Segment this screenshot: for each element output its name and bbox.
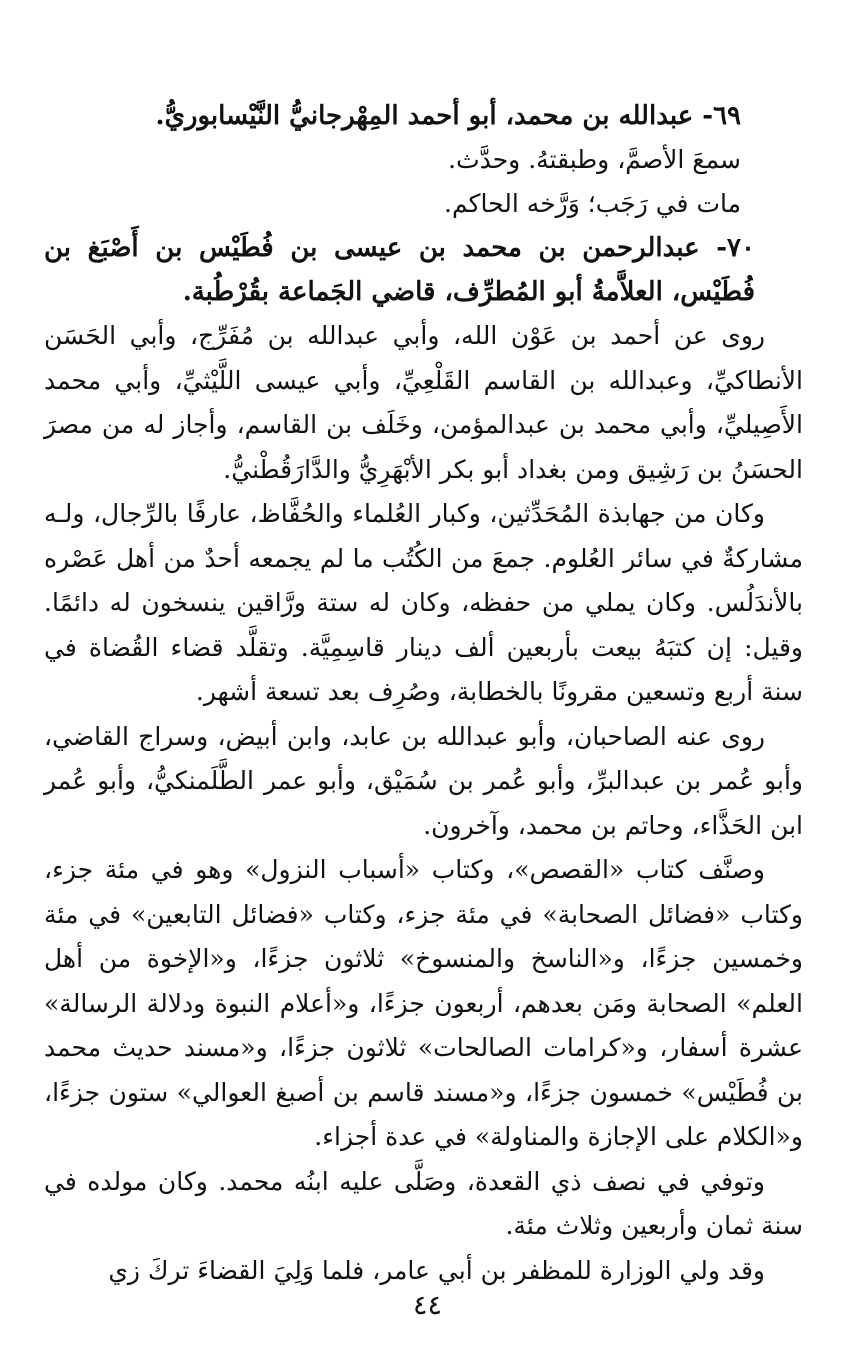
entry-70-paragraph-works: وصنَّف كتاب «القصص»، وكتاب «أسباب النزول» وهو في مئة جزء، وكتاب «فضائل الصحابة» في مئة جزء، وكتاب «فضائل التابعين» في مئة وخمسين جزءًا، و«الناسخ والمنسوخ» ثلاثون جزءًا، و«الإخوة من أهل العلم» الصحابة ومَن بعدهم، أربعون جزءًا، و«أعلام النبوة ودلالة الرسالة» عشرة أسفار، و«كرامات الصالحات» ثلاثون جزءًا، و«مسند حديث محمد بن فُطَيْس» خمسون جزءًا، و«مسند قاسم بن أصبغ العوالي» ستون جزءًا، و«الكلام على الإجازة والمناولة» في عدة أجزاء. [44,855,803,1151]
entry-70-paragraph-death: وتوفي في نصف ذي القعدة، وصَلَّى عليه ابنُه محمد. وكان مولده في سنة ثمان وأربعين وثلاث مئة. [44,1166,803,1240]
entry-69-title: عبدالله بن محمد، أبو أحمد المِهْرجانيُّ النَّيْسابوريُّ. [155,101,694,131]
entry-69-heading [44,94,803,138]
entry-70-paragraph-biography: وكان من جهابذة المُحَدِّثين، وكبار العُلماء والحُفَّاظ، عارفًا بالرِّجال، ولـه مشاركةٌ في سائر العُلوم. جمعَ من الكُتُب ما لم يجمعه أحدٌ من أهل عَصْره بالأندَلُس. وكان يملي من حفظه، وكان له ستة ورَّاقين ينسخون له دائمًا. وقيل: إن كتبَهُ بيعت بأربعين ألف دينار قاسِمِيَّة. وتقلَّد قضاء القُضاة في سنة أربع وتسعين مقرونًا بالخطابة، وصُرِف بعد تسعة أشهر. [44,499,803,706]
entry-70-paragraph-vizierate: وقد ولي الوزارة للمظفر بن أبي عامر، فلما وَلِيَ القضاءَ تركَ زي [108,1255,765,1285]
page-content [44,94,803,1293]
entry-70-heading [44,226,803,314]
entry-70-number: ٧٠- [716,233,755,263]
entry-70-paragraph-teachers: روى عن أحمد بن عَوْن الله، وأبي عبدالله بن مُفَرِّج، وأبي الحَسَن الأنطاكيِّ، وعبدالله بن القاسم القَلْعِيِّ، وأبي عيسى اللَّيْثيِّ، وأبي محمد الأَصِيليِّ، وأبي محمد بن عبدالمؤمن، وخَلَف بن القاسم، وأجاز له من مصرَ الحسَنُ بن رَشِيق ومن بغداد أبو بكر الأبْهَرِيُّ والدَّارَقُطْنيُّ. [44,321,803,484]
page-number: ٤٤ [412,1290,442,1321]
entry-69-number: ٦٩- [702,101,741,131]
entry-70-title: عبدالرحمن بن محمد بن عيسى بن فُطَيْس بن أَصْبَغ بن فُطَيْس، العلاَّمةُ أبو المُطرِّف، قاضي الجَماعة بقُرْطُبة. [44,233,755,307]
entry-69-line-2: مات في رَجَب؛ وَرَّخه الحاكم. [444,189,741,218]
entry-69-line-1: سمعَ الأصمَّ، وطبقتهُ. وحدَّث. [448,145,741,174]
entry-70-paragraph-students: روى عنه الصاحبان، وأبو عبدالله بن عابد، وابن أبيض، وسراج القاضي، وأبو عُمر بن عبدالبرِّ، وأبو عُمر بن سُمَيْق، وأبو عمر الطَّلَمنكيُّ، وأبو عُمر ابن الحَذَّاء، وحاتم بن محمد، وآخرون. [44,721,803,840]
